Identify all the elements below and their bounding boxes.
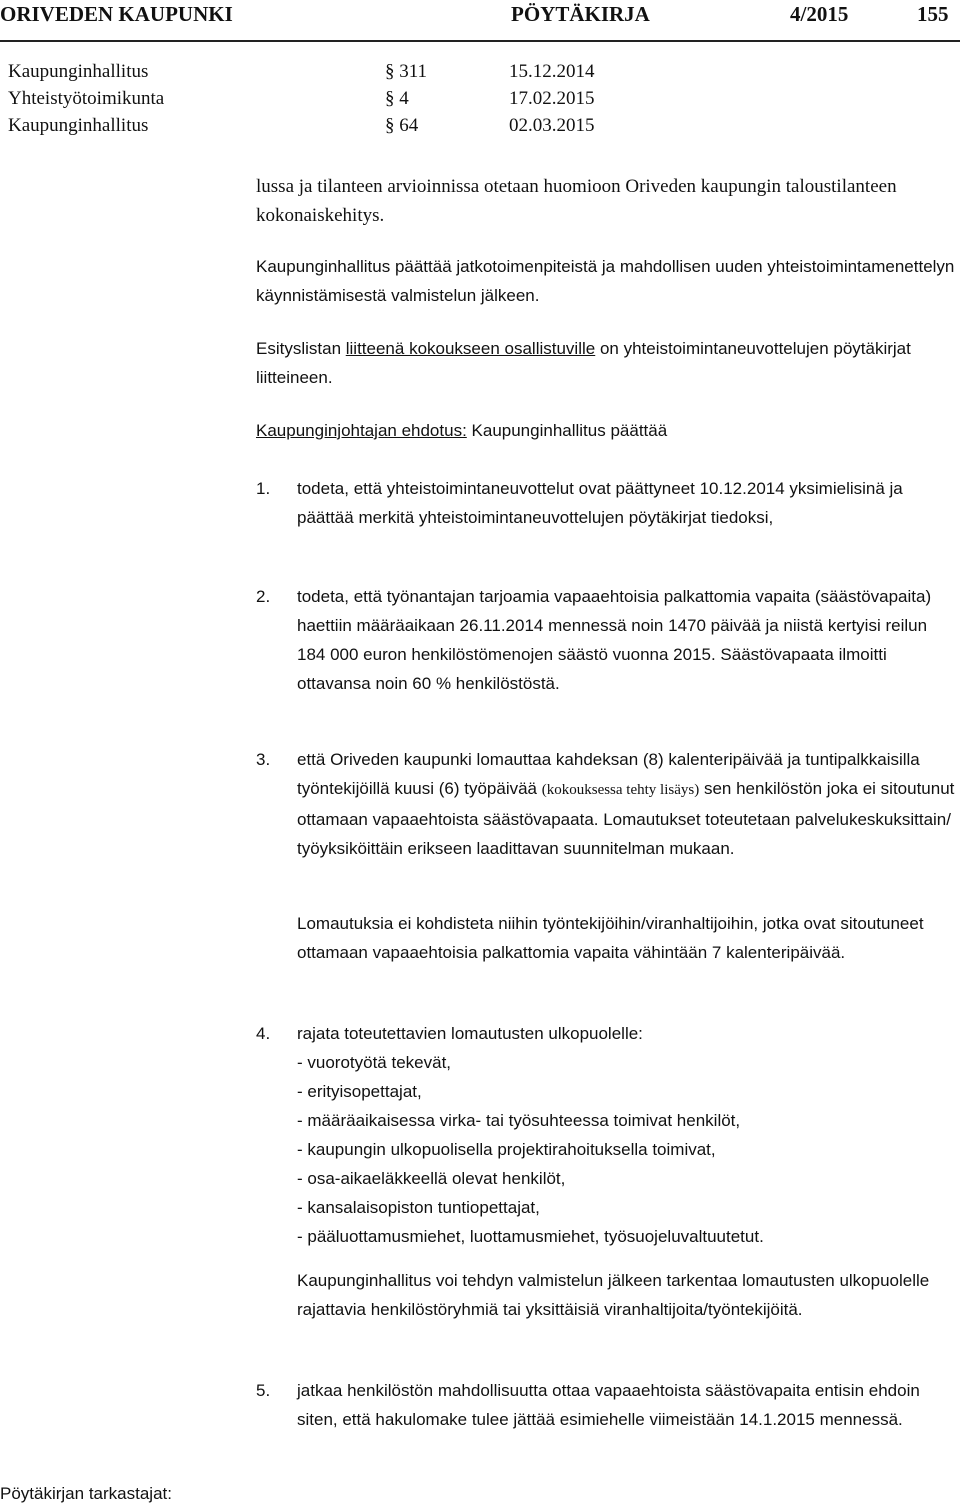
reference-section: § 311 — [385, 61, 428, 82]
item-text — [297, 1019, 956, 1251]
page-header — [0, 2, 960, 30]
reference-section: § 4 — [385, 88, 409, 109]
paragraph-text: Kaupunginhallitus päättää jatkotoimenpiteistä ja mahdollisen uuden yhteistoimintamenettelyn käynnistämisestä valmistelun jälkeen. — [256, 257, 955, 305]
reference-date: 15.12.2014 — [509, 61, 595, 82]
item-text: jatkaa henkilöstön mahdollisuutta ottaa vapaaehtoista säästövapaita entisin ehdoin siten, että hakulomake tulee jättää esimiehelle viimeistään 14.1.2015 mennessä. — [297, 1381, 920, 1429]
attachment-link[interactable]: liitteenä kokoukseen osallistuville — [345, 339, 596, 358]
reference-row — [8, 112, 708, 139]
excluded-group: - erityisopettajat, — [297, 1082, 422, 1101]
item-number: 4. — [256, 1024, 271, 1043]
reference-section: § 64 — [385, 115, 419, 136]
item-text: todeta, että yhteistoimintaneuvottelut ovat päättyneet 10.12.2014 yksimielisinä ja päättää merkitä yhteistoimintaneuvottelujen pöytäkirjat tiedoksi, — [297, 479, 903, 527]
proposal-heading — [256, 416, 956, 445]
reference-row — [8, 85, 708, 112]
paragraph-continuation — [256, 172, 956, 230]
text-fragment: että Oriveden kaupunki lomauttaa kahdeksan (8) kalenteripäivää ja tuntipalkkaisilla työntekijöillä kuusi (6) työpäivää — [297, 750, 920, 798]
item-text: Kaupunginhallitus voi tehdyn valmistelun jälkeen tarkentaa lomautusten ulkopuolelle rajattavia henkilöstöryhmiä tai yksittäisiä viranhaltijoita/työntekijöitä. — [297, 1271, 930, 1319]
excluded-group: - kansalaisopiston tuntiopettajat, — [297, 1198, 540, 1217]
excluded-group: - osa-aikaeläkkeellä olevat henkilöt, — [297, 1169, 566, 1188]
amendment-note: (kokouksessa tehty lisäys) — [541, 782, 700, 798]
item-text: Lomautuksia ei kohdisteta niihin työntekijöihin/viranhaltijoihin, jotka ovat sitoutuneet ottamaan vapaaehtoisia palkattomia vapaita vähintään 7 kalenteripäivää. — [297, 914, 924, 962]
text-fragment: sen henkilöstön joka ei sitoutunut ottamaan vapaaehtoista säästövapaata. Lomautukset toteutetaan palvelukeskuksittain/ työyksiköittäin erikseen laadittavan suunnitelman mukaan. — [297, 779, 955, 858]
reference-body: Yhteistyötoimikunta — [8, 88, 165, 109]
paragraph-text — [256, 416, 956, 445]
header-divider — [0, 40, 960, 42]
proposal-text: Kaupunginhallitus päättää — [466, 421, 668, 440]
text-fragment: Esityslistan — [256, 339, 346, 358]
item-number: 2. — [256, 587, 271, 606]
excluded-group: - kaupungin ulkopuolisella projektirahoituksella toimivat, — [297, 1140, 716, 1159]
paragraph-decision — [256, 252, 956, 310]
reference-row — [8, 58, 708, 85]
issue-number: 4/2015 — [790, 2, 849, 26]
city-name: ORIVEDEN KAUPUNKI — [0, 2, 233, 26]
item-number: 5. — [256, 1381, 271, 1400]
reference-body: Kaupunginhallitus — [8, 61, 149, 82]
text-fragment: on yhteistoimintaneuvottelujen pöytäkirjat liitteineen. — [256, 339, 911, 387]
document-type: PÖYTÄKIRJA — [511, 2, 650, 26]
reference-table — [8, 58, 708, 139]
paragraph-attachments — [256, 334, 956, 392]
excluded-group: - määräaikaisessa virka- tai työsuhteessa toimivat henkilöt, — [297, 1111, 741, 1130]
reference-body: Kaupunginhallitus — [8, 115, 149, 136]
excluded-group: - vuorotyötä tekevät, — [297, 1053, 452, 1072]
item-number: 3. — [256, 750, 271, 769]
paragraph-text — [256, 334, 956, 392]
page-number: 155 — [917, 2, 949, 26]
paragraph-text: lussa ja tilanteen arvioinnissa otetaan huomioon Oriveden kaupungin taloustilanteen kokonaiskehitys. — [256, 176, 897, 226]
reference-date: 17.02.2015 — [509, 88, 595, 109]
reviewers-label: Pöytäkirjan tarkastajat: — [0, 1484, 172, 1503]
reference-date: 02.03.2015 — [509, 115, 595, 136]
item-number: 1. — [256, 479, 271, 498]
excluded-group: - pääluottamusmiehet, luottamusmiehet, työsuojeluvaltuutetut. — [297, 1227, 764, 1246]
item-text: todeta, että työnantajan tarjoamia vapaaehtoisia palkattomia vapaita (säästövapaita) haettiin määräaikaan 26.11.2014 mennessä noin 1470 päivää ja niistä kertyisi reilun 184 000 euron henkilöstömenojen säästö vuonna 2015. Säästövapaata ilmoitti ottavansa noin 60 % henkilöstöstä. — [297, 587, 932, 693]
proposal-label: Kaupunginjohtajan ehdotus: — [256, 421, 467, 440]
item-text — [297, 745, 956, 863]
item-intro: rajata toteutettavien lomautusten ulkopuolelle: — [297, 1024, 643, 1043]
